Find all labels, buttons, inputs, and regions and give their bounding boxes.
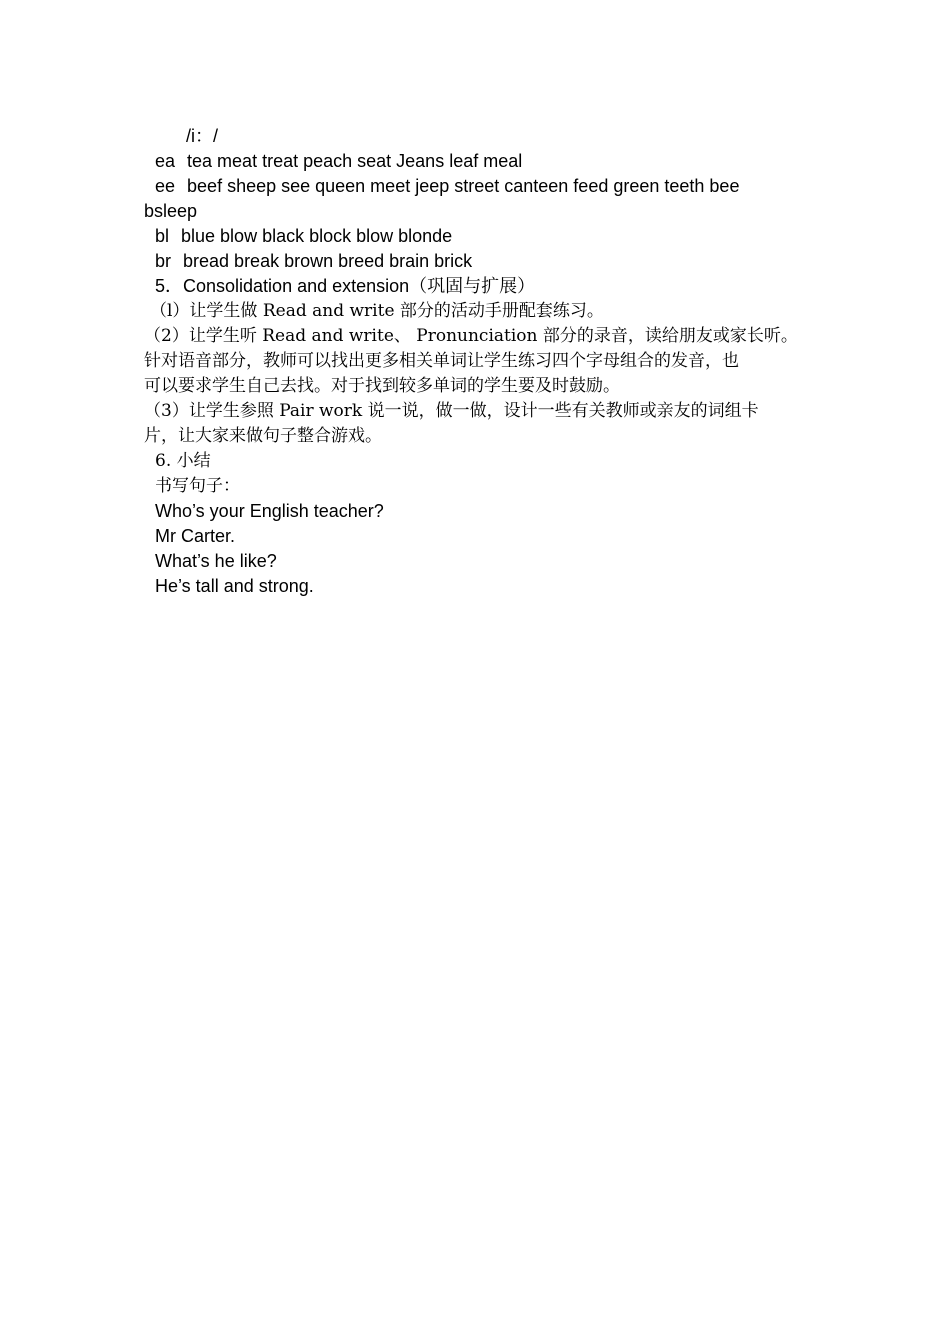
sentence-1: Who’s your English teacher?	[155, 501, 384, 521]
sentence-4: He’s tall and strong.	[155, 576, 314, 596]
letter-combo-label: bl	[155, 226, 170, 246]
sentence-3: What’s he like?	[155, 551, 277, 571]
instruction-item-2: （2）让学生听 Read and write、 Pronunciation 部分的录音，读给朋友或家长听。	[144, 326, 798, 346]
instruction-item-3-continued: 片，让大家来做句子整合游戏。	[144, 426, 382, 446]
bl-word-line	[155, 224, 452, 249]
instruction-item-2-continued: 针对语音部分，教师可以找出更多相关单词让学生练习四个字母组合的发音，也	[144, 351, 739, 371]
section-heading-consolidation: 5．Consolidation and extension（巩固与扩展）	[155, 276, 536, 296]
sentence-2: Mr Carter.	[155, 526, 236, 546]
ea-word-line	[155, 149, 522, 174]
ee-word-line-continued: bsleep	[144, 201, 198, 221]
br-word-line	[155, 249, 472, 274]
word-list: bread break brown breed brain brick	[183, 251, 473, 271]
letter-combo-label: ee	[155, 176, 176, 196]
section-heading-summary: 6. 小结	[155, 451, 211, 471]
word-list: beef sheep see queen meet jeep street canteen feed green teeth bee	[187, 176, 740, 196]
letter-combo-label: br	[155, 251, 172, 271]
instruction-item-3: （3）让学生参照 Pair work 说一说，做一做，设计一些有关教师或亲友的词组卡	[144, 401, 759, 421]
instruction-item-1: （l）让学生做 Read and write 部分的活动手册配套练习。	[150, 301, 604, 321]
writing-sentences-label: 书写句子：	[155, 476, 240, 496]
phonetic-heading: /i：/	[186, 126, 219, 146]
letter-combo-label: ea	[155, 151, 176, 171]
instruction-item-2-continued-2: 可以要求学生自己去找。对于找到较多单词的学生要及时鼓励。	[144, 376, 620, 396]
word-list: blue blow black block blow blonde	[181, 226, 453, 246]
word-list: tea meat treat peach seat Jeans leaf meal	[187, 151, 523, 171]
ee-word-line	[155, 174, 739, 199]
